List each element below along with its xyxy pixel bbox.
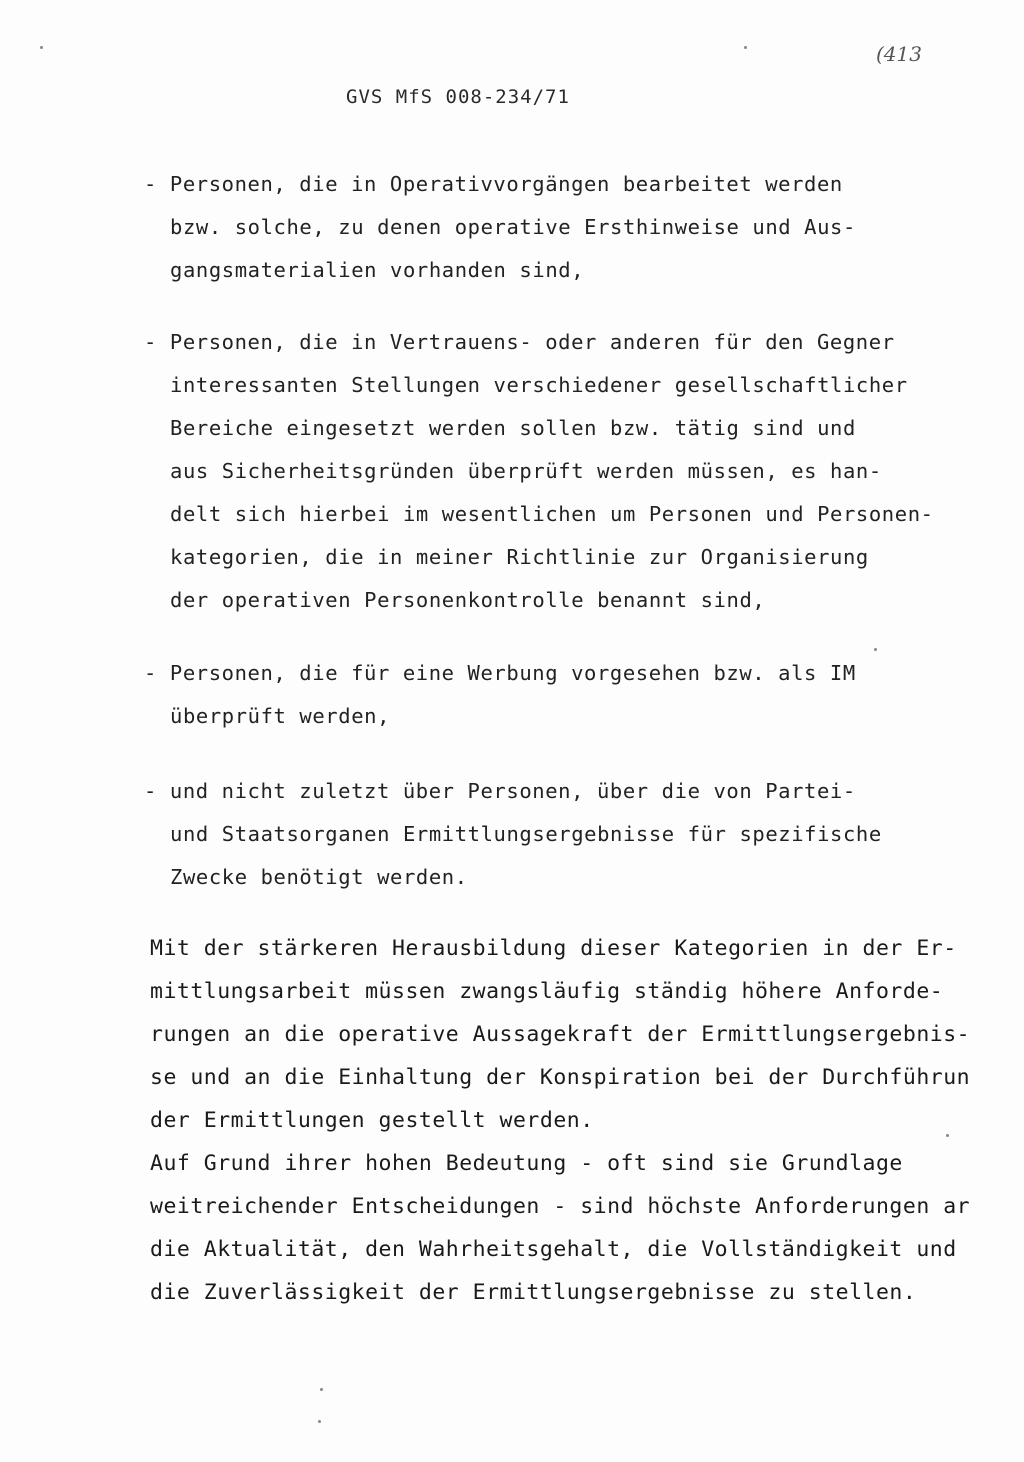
scan-speck <box>874 648 877 651</box>
bullet-1-line-2: bzw. solche, zu denen operative Ersthinweise und Aus- <box>170 215 856 239</box>
bullet-3-line-1: - Personen, die für eine Werbung vorgesehen bzw. als IM <box>144 661 856 685</box>
bullet-1-line-1: - Personen, die in Operativvorgängen bearbeitet werden <box>144 172 843 196</box>
bullet-2-line-6: kategorien, die in meiner Richtlinie zur Organisierung <box>170 545 869 569</box>
scan-speck <box>744 46 747 49</box>
scan-speck <box>40 46 43 49</box>
paragraph-line-2: mittlungsarbeit müssen zwangsläufig ständig höhere Anforde- <box>150 979 944 1004</box>
paragraph-line-4: se und an die Einhaltung der Konspiration bei der Durchführun <box>150 1065 971 1090</box>
bullet-4-line-2: und Staatsorganen Ermittlungsergebnisse für spezifische <box>170 822 882 846</box>
paragraph-line-1: Mit der stärkeren Herausbildung dieser Kategorien in der Er- <box>150 936 957 961</box>
bullet-3-line-2: überprüft werden, <box>170 704 391 728</box>
scan-speck <box>318 1420 321 1423</box>
paragraph-line-5: der Ermittlungen gestellt werden. <box>150 1108 594 1133</box>
paragraph-line-9: die Zuverlässigkeit der Ermittlungsergebnisse zu stellen. <box>150 1280 917 1305</box>
scan-speck <box>320 1388 323 1391</box>
scan-speck <box>946 1134 949 1137</box>
paragraph-line-3: rungen an die operative Aussagekraft der Ermittlungsergebnis- <box>150 1022 971 1047</box>
bullet-2-line-1: - Personen, die in Vertrauens- oder anderen für den Gegner <box>144 330 895 354</box>
page-number: (413 <box>876 42 922 66</box>
document-header: GVS MfS 008-234/71 <box>346 86 570 108</box>
bullet-2-line-3: Bereiche eingesetzt werden sollen bzw. tätig sind und <box>170 416 856 440</box>
paragraph-line-6: Auf Grund ihrer hohen Bedeutung - oft sind sie Grundlage <box>150 1151 903 1176</box>
paragraph-line-7: weitreichender Entscheidungen - sind höchste Anforderungen ar <box>150 1194 971 1219</box>
paragraph-line-8: die Aktualität, den Wahrheitsgehalt, die Vollständigkeit und <box>150 1237 957 1262</box>
bullet-2-line-4: aus Sicherheitsgründen überprüft werden müssen, es han- <box>170 459 882 483</box>
bullet-4-line-3: Zwecke benötigt werden. <box>170 865 468 889</box>
bullet-4-line-1: - und nicht zuletzt über Personen, über die von Partei- <box>144 779 856 803</box>
bullet-2-line-2: interessanten Stellungen verschiedener gesellschaftlicher <box>170 373 908 397</box>
bullet-2-line-5: delt sich hierbei im wesentlichen um Personen und Personen- <box>170 502 934 526</box>
bullet-2-line-7: der operativen Personenkontrolle benannt sind, <box>170 588 766 612</box>
bullet-1-line-3: gangsmaterialien vorhanden sind, <box>170 258 585 282</box>
